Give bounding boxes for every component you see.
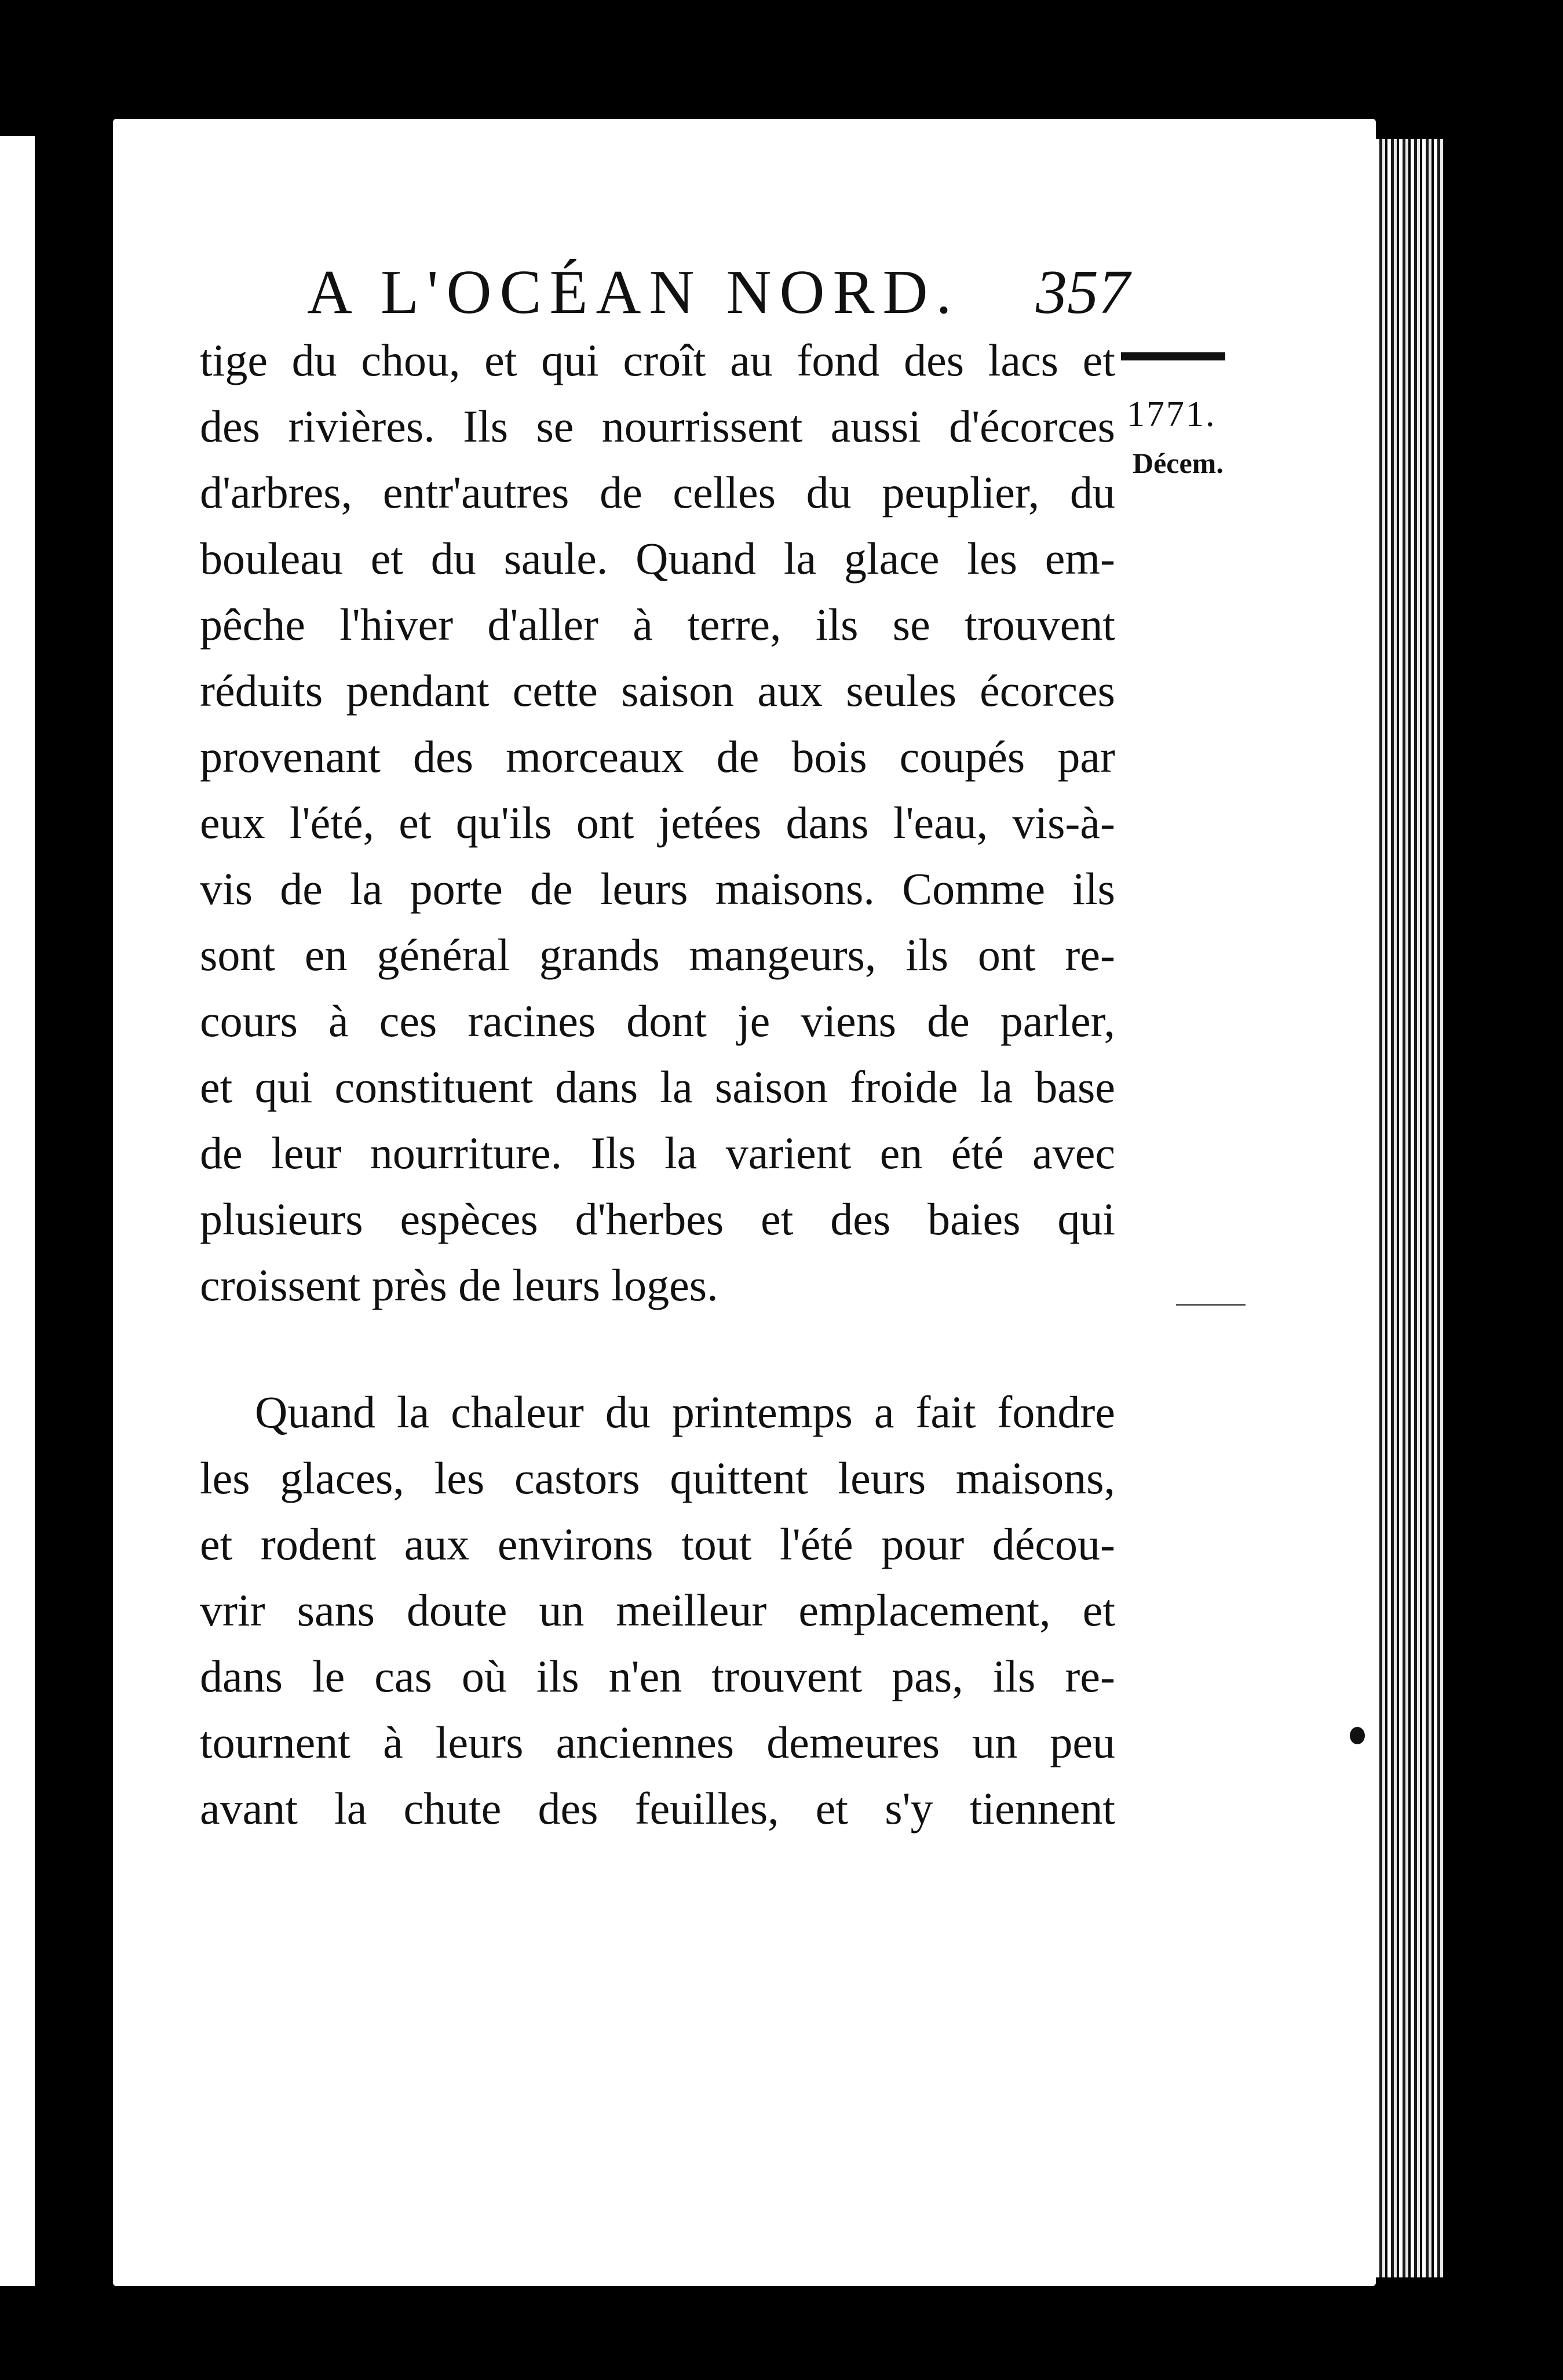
text-line: eux l'été, et qu'ils ont jetées dans l'eau, vis-à- xyxy=(200,797,1115,848)
text-line: et qui constituent dans la saison froide la base xyxy=(200,1062,1115,1112)
text-line: des rivières. Ils se nourrissent aussi d'écorces xyxy=(200,401,1115,451)
paragraph-1 xyxy=(200,327,1115,1318)
text-line: les glaces, les castors quittent leurs maisons, xyxy=(200,1453,1115,1503)
text-line: provenant des morceaux de bois coupés par xyxy=(200,731,1115,782)
scan-left-edge xyxy=(0,136,35,2286)
text-line: réduits pendant cette saison aux seules écorces xyxy=(200,665,1115,716)
page-edge-shadow xyxy=(1376,139,1445,2277)
paragraph-2 xyxy=(200,1379,1115,1842)
text-line: plusieurs espèces d'herbes et des baies qui xyxy=(200,1194,1115,1244)
text-line: bouleau et du saule. Quand la glace les em- xyxy=(200,533,1115,584)
text-line: vrir sans doute un meilleur emplacement, et xyxy=(200,1585,1115,1635)
margin-rule xyxy=(1121,352,1225,360)
text-line: dans le cas où ils n'en trouvent pas, ils re- xyxy=(200,1651,1115,1701)
ink-speck xyxy=(1350,1727,1365,1744)
page-header xyxy=(203,249,1130,336)
page-number: 357 xyxy=(1036,258,1130,327)
small-divider xyxy=(1176,1304,1246,1306)
text-line: croissent près de leurs loges. xyxy=(200,1260,718,1310)
text-line: vis de la porte de leurs maisons. Comme ils xyxy=(200,863,1115,914)
text-line: d'arbres, entr'autres de celles du peuplier, du xyxy=(200,467,1115,517)
text-line: sont en général grands mangeurs, ils ont re- xyxy=(200,930,1115,980)
text-line: Quand la chaleur du printemps a fait fondre xyxy=(255,1387,1115,1437)
margin-year: 1771. xyxy=(1127,395,1217,434)
text-line: tournent à leurs anciennes demeures un peu xyxy=(200,1717,1115,1767)
text-line: avant la chute des feuilles, et s'y tiennent xyxy=(200,1783,1115,1834)
text-line: de leur nourriture. Ils la varient en été avec xyxy=(200,1128,1115,1178)
text-line: cours à ces racines dont je viens de parler, xyxy=(200,996,1115,1046)
text-line: et rodent aux environs tout l'été pour décou- xyxy=(200,1519,1115,1569)
text-line: pêche l'hiver d'aller à terre, ils se trouvent xyxy=(200,599,1115,650)
running-title: A L'OCÉAN NORD. xyxy=(307,258,960,327)
margin-month: Décem. xyxy=(1133,447,1224,479)
text-line: tige du chou, et qui croît au fond des lacs et xyxy=(200,335,1115,385)
